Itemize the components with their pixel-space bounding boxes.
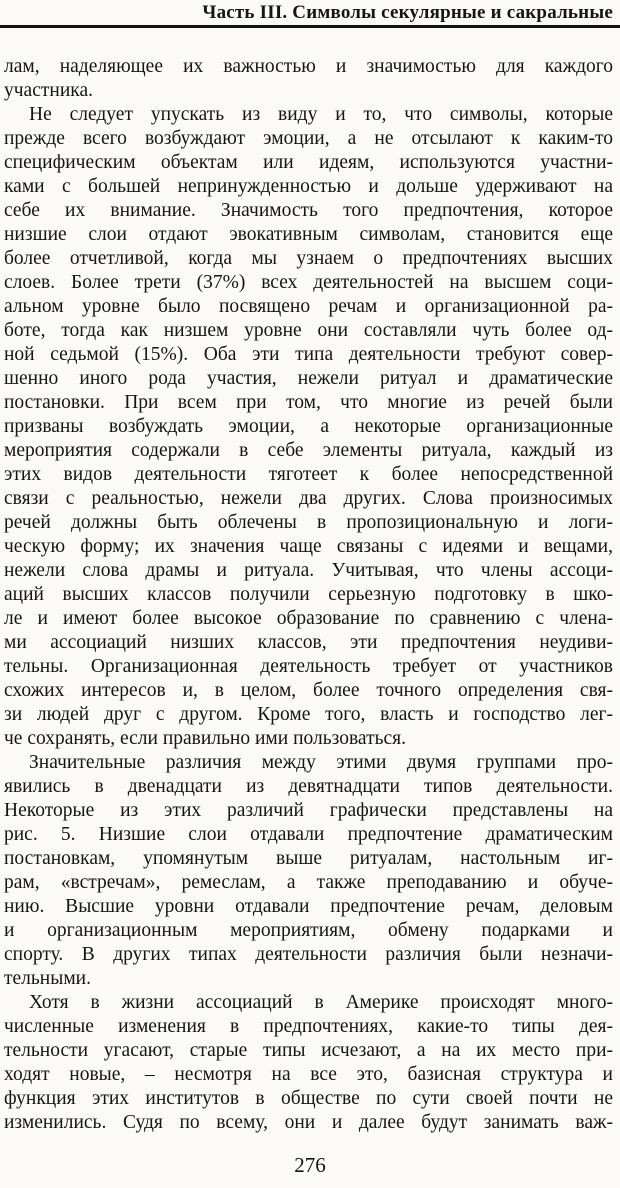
- text-line: специфическим объектам или идеям, используются участни-: [4, 152, 613, 173]
- text-line: функция этих институтов в обществе по сути своей почти не: [4, 1088, 613, 1109]
- text-line: явились в двенадцати из девятнадцати типов деятельности.: [4, 776, 613, 797]
- paragraph: [4, 751, 613, 991]
- text-line: лам, наделяющее их важностью и значимостью для каждого: [4, 56, 613, 77]
- text-line: ной седьмой (15%). Оба эти типа деятельности требуют совер-: [4, 344, 613, 365]
- text-line: слоев. Более трети (37%) всех деятельностей на высшем соци-: [4, 272, 613, 293]
- text-line: связи с реальностью, нежели два других. Слова произносимых: [4, 488, 613, 509]
- paragraph: [4, 103, 613, 751]
- text-line: Значительные различия между этими двумя группами про-: [29, 752, 613, 773]
- text-line: мероприятия содержали в себе элементы ритуала, каждый из: [4, 440, 613, 461]
- text-line: низшие слои отдают эвокативным символам, становится еще: [4, 224, 613, 245]
- text-line: численные изменения в предпочтениях, какие-то типы дея-: [4, 1016, 613, 1037]
- paragraph: [4, 55, 613, 103]
- text-line: более отчетливой, когда мы узнаем о предпочтениях высших: [4, 248, 613, 269]
- text-line: ходят новые, – несмотря на все это, базисная структура и: [4, 1064, 613, 1085]
- text-line: постановки. При всем при том, что многие из речей были: [4, 392, 613, 413]
- text-line: себе их внимание. Значимость того предпочтения, которое: [4, 200, 613, 221]
- text-line: аций высших классов получили серьезную подготовку в шко-: [4, 584, 613, 605]
- page-number: 276: [294, 1153, 326, 1177]
- text-line: речей должны быть облечены в пропозициональную и логи-: [4, 512, 613, 533]
- text-line: тельны. Организационная деятельность требует от участников: [4, 656, 613, 677]
- text-line: ческую форму; их значения чаще связаны с идеями и вещами,: [4, 536, 613, 557]
- text-line: боте, тогда как низшем уровне они составляли чуть более од-: [4, 320, 613, 341]
- text-line: тельными.: [4, 968, 91, 989]
- text-line: че сохранять, если правильно ими пользоваться.: [4, 728, 406, 749]
- text-line: ками с большей непринужденностью и дольше удерживают на: [4, 176, 613, 197]
- text-line: шенно иного рода участия, нежели ритуал и драматические: [4, 368, 613, 389]
- header-rule: [0, 25, 620, 28]
- paragraph: [4, 991, 613, 1135]
- text-line: спорту. В других типах деятельности различия были незначи-: [4, 944, 613, 965]
- text-line: этих видов деятельности тяготеет к более непосредственной: [4, 464, 613, 485]
- text-line: схожих интересов и, в целом, более точного определения свя-: [4, 680, 613, 701]
- text-line: зи людей друг с другом. Кроме того, власть и господство лег-: [4, 704, 613, 725]
- page-body: [4, 55, 613, 1135]
- text-line: рам, «встречам», ремеслам, а также преподаванию и обуче-: [4, 872, 613, 893]
- text-line: Хотя в жизни ассоциаций в Америке происходят много-: [29, 992, 613, 1013]
- text-line: призваны возбуждать эмоции, а некоторые организационные: [4, 416, 613, 437]
- text-line: ле и имеют более высокое образование по сравнению с члена-: [4, 608, 613, 629]
- text-line: ми ассоциаций низших классов, эти предпочтения неудиви-: [4, 632, 613, 653]
- text-line: тельности угасают, старые типы исчезают, а на их место при-: [4, 1040, 613, 1061]
- text-line: постановкам, упомянутым выше ритуалам, настольным иг-: [4, 848, 613, 869]
- text-line: изменились. Судя по всему, они и далее будут занимать важ-: [4, 1112, 613, 1133]
- text-line: и организационным мероприятиям, обмену подарками и: [4, 920, 613, 941]
- text-line: нежели слова драмы и ритуала. Учитывая, что члены ассоци-: [4, 560, 613, 581]
- running-head: Часть III. Символы секулярные и сакральные: [202, 2, 613, 23]
- text-line: рис. 5. Низшие слои отдавали предпочтение драматическим: [4, 824, 613, 845]
- text-line: Некоторые из этих различий графически представлены на: [4, 800, 613, 821]
- text-line: прежде всего возбуждают эмоции, а не отсылают к каким-то: [4, 128, 613, 149]
- text-line: нию. Высшие уровни отдавали предпочтение речам, деловым: [4, 896, 613, 917]
- text-line: Не следует упускать из виду и то, что символы, которые: [29, 104, 613, 125]
- text-line: альном уровне было посвящено речам и организационной ра-: [4, 296, 613, 317]
- text-line: участника.: [4, 80, 93, 101]
